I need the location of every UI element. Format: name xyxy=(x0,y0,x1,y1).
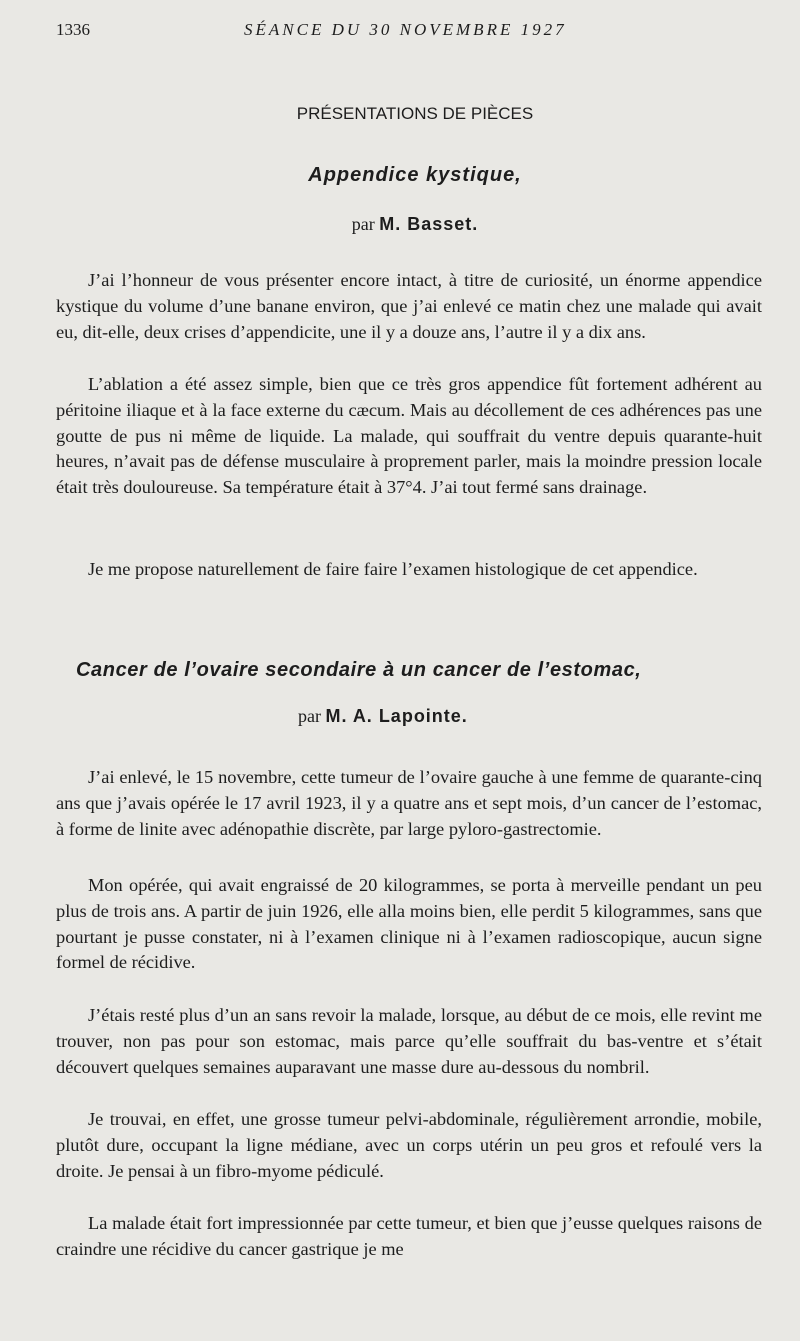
running-head: SÉANCE DU 30 NOVEMBRE 1927 xyxy=(244,20,567,39)
paragraph: Mon opérée, qui avait engraissé de 20 kilogrammes, se porta à merveille pendant un peu plus de trois ans. A partir de juin 1926, elle alla moins bien, elle perdit 5 kilogrammes, sans que pourtant je pusse constater, ni à l’examen clinique ni à l’examen radioscopique, aucun signe formel de récidive. xyxy=(56,875,762,973)
article-byline xyxy=(0,214,800,235)
page-number: 1336 xyxy=(56,20,90,39)
paragraph: L’ablation a été assez simple, bien que ce très gros appendice fût fortement adhérent au péritoine iliaque et à la face externe du cæcum. Mais au décollement de ces adhérences pas une goutte de pus ni même de liquide. La malade, qui souffrait du ventre depuis quarante-huit heures, n’avait pas de défense musculaire à proprement parler, mais la moindre pression locale était très douloureuse. Sa température était à 37°4. J’ai tout fermé sans drainage. xyxy=(56,374,762,498)
paragraph: J’étais resté plus d’un an sans revoir la malade, lorsque, au début de ce mois, elle revint me trouver, non pas pour son estomac, mais parce qu’elle souffrait du bas-ventre et s’était découvert quelques semaines auparavant une masse dure au-dessous du nombril. xyxy=(56,1005,762,1077)
byline-prefix: par xyxy=(351,214,375,234)
section-title: PRÉSENTATIONS DE PIÈCES xyxy=(296,104,534,123)
author-name: M. A. Lapointe. xyxy=(325,706,468,726)
paragraph: La malade était fort impressionnée par cette tumeur, et bien que j’eusse quelques raisons de craindre une récidive du cancer gastrique je me xyxy=(56,1213,762,1259)
article-title: Cancer de l’ovaire secondaire à un cancer de l’estomac, xyxy=(76,659,642,681)
paragraph: Je me propose naturellement de faire faire l’examen histologique de cet appendice. xyxy=(88,559,698,579)
author-name: M. Basset. xyxy=(379,214,479,234)
article-title: Appendice kystique, xyxy=(308,164,522,186)
page-header xyxy=(56,20,760,44)
paragraph: Je trouvai, en effet, une grosse tumeur pelvi-abdominale, régulièrement arrondie, mobile, plutôt dure, occupant la ligne médiane, avec un corps utérin un peu gros et refoulé vers la droite. Je pensai à un fibro-myome pédiculé. xyxy=(56,1109,762,1181)
paragraph: J’ai enlevé, le 15 novembre, cette tumeur de l’ovaire gauche à une femme de quarante-cinq ans que j’avais opérée le 17 avril 1923, il y a quatre ans et sept mois, d’un cancer de l’estomac, à forme de linite avec adénopathie discrète, par large pyloro-gastrectomie. xyxy=(56,767,762,839)
byline-prefix: par xyxy=(298,706,321,726)
paragraph: J’ai l’honneur de vous présenter encore intact, à titre de curiosité, un énorme appendice kystique du volume d’une banane environ, que j’ai enlevé ce matin chez une malade qui avait eu, dit-elle, deux crises d’appendicite, une il y a douze ans, l’autre il y a dix ans. xyxy=(56,270,762,342)
article-byline xyxy=(298,706,468,727)
